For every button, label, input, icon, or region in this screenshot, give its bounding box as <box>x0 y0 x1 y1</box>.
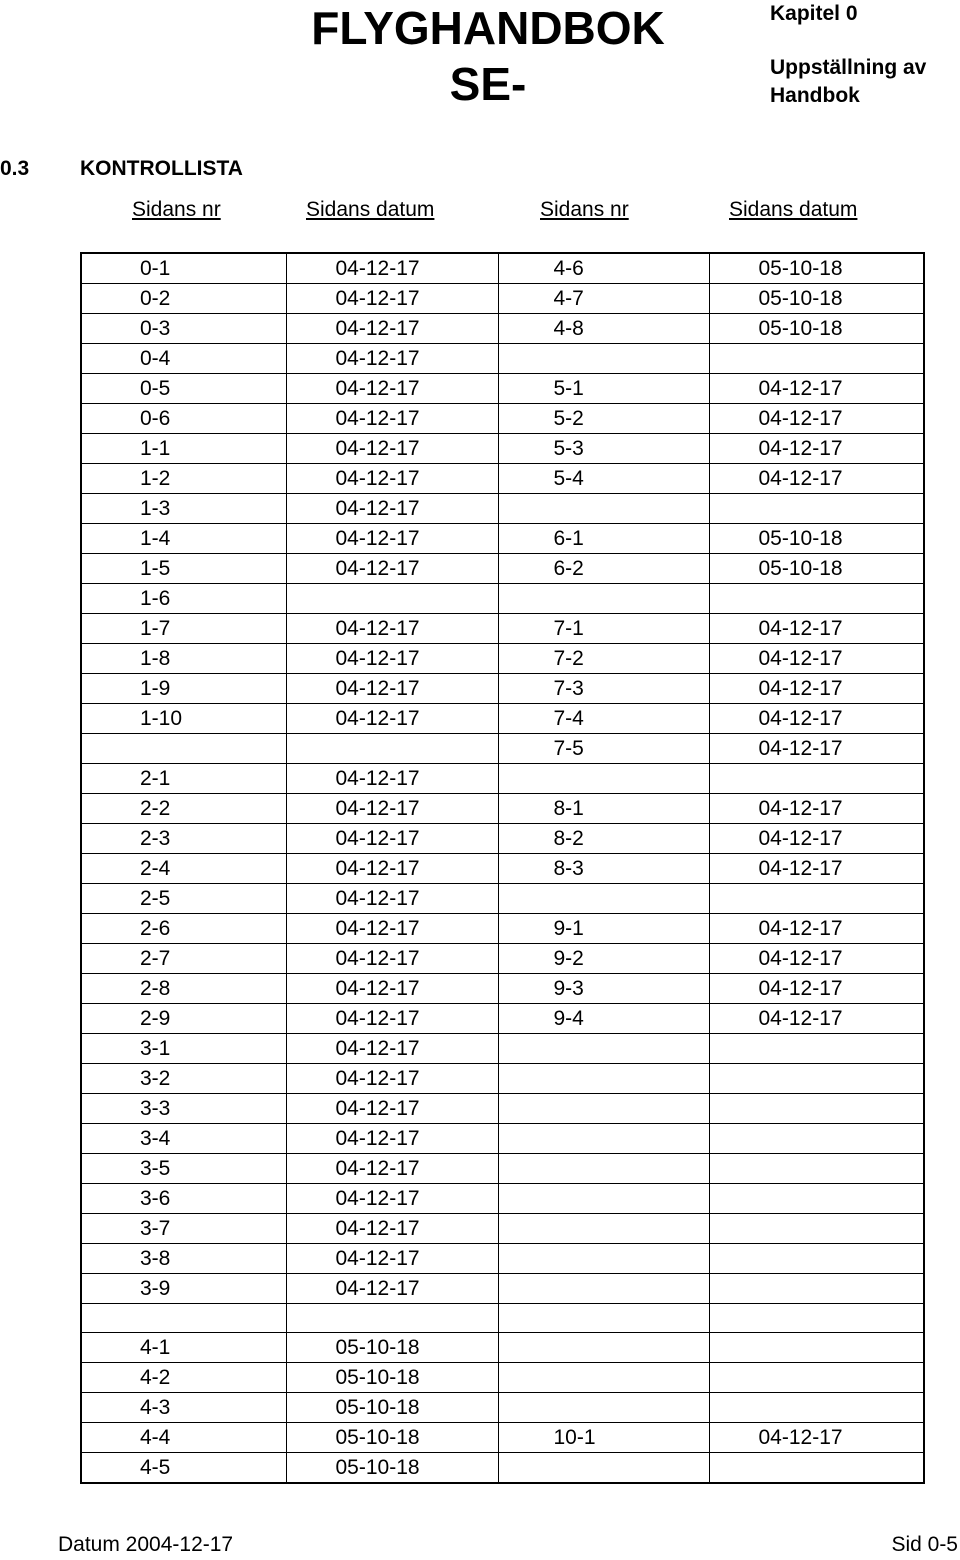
cell-page-number-2: 5-2 <box>498 404 709 434</box>
cell-page-date: 04-12-17 <box>286 824 498 854</box>
page-footer <box>0 1530 960 1560</box>
cell-page-date-2 <box>709 1393 924 1423</box>
cell-page-date: 04-12-17 <box>286 674 498 704</box>
cell-page-date: 04-12-17 <box>286 524 498 554</box>
table-row <box>81 1034 924 1064</box>
cell-page-date-2: 05-10-18 <box>709 524 924 554</box>
chapter-subtitle: Uppställning av Handbok <box>770 56 927 107</box>
table-row <box>81 1184 924 1214</box>
cell-page-date: 04-12-17 <box>286 554 498 584</box>
column-header-page-date-1: Sidans datum <box>306 198 435 221</box>
cell-page-date-2 <box>709 584 924 614</box>
cell-page-number: 3-7 <box>81 1214 286 1244</box>
cell-page-date-2 <box>709 1214 924 1244</box>
table-row <box>81 734 924 764</box>
cell-page-date-2: 04-12-17 <box>709 944 924 974</box>
cell-page-date: 04-12-17 <box>286 974 498 1004</box>
cell-page-date-2 <box>709 1304 924 1333</box>
table-row <box>81 1214 924 1244</box>
cell-page-date: 04-12-17 <box>286 1064 498 1094</box>
cell-page-date: 04-12-17 <box>286 704 498 734</box>
cell-page-date <box>286 584 498 614</box>
checklist-body <box>81 253 924 1483</box>
table-row <box>81 884 924 914</box>
cell-page-date: 04-12-17 <box>286 1184 498 1214</box>
cell-page-number: 2-8 <box>81 974 286 1004</box>
cell-page-date-2: 04-12-17 <box>709 1004 924 1034</box>
cell-page-date-2: 04-12-17 <box>709 1423 924 1453</box>
cell-page-date-2 <box>709 1124 924 1154</box>
cell-page-date-2: 05-10-18 <box>709 554 924 584</box>
cell-page-date: 04-12-17 <box>286 1094 498 1124</box>
cell-page-date-2: 04-12-17 <box>709 854 924 884</box>
cell-page-number: 0-6 <box>81 404 286 434</box>
cell-page-number: 3-4 <box>81 1124 286 1154</box>
cell-page-date: 04-12-17 <box>286 284 498 314</box>
table-row <box>81 1423 924 1453</box>
table-row <box>81 854 924 884</box>
cell-page-number-2 <box>498 584 709 614</box>
cell-page-number: 2-2 <box>81 794 286 824</box>
cell-page-number: 0-3 <box>81 314 286 344</box>
cell-page-number: 1-5 <box>81 554 286 584</box>
cell-page-date-2: 05-10-18 <box>709 284 924 314</box>
cell-page-date <box>286 734 498 764</box>
cell-page-number-2 <box>498 1453 709 1484</box>
cell-page-date: 05-10-18 <box>286 1453 498 1484</box>
cell-page-date: 05-10-18 <box>286 1363 498 1393</box>
cell-page-number: 1-10 <box>81 704 286 734</box>
cell-page-number-2: 7-4 <box>498 704 709 734</box>
cell-page-date-2: 05-10-18 <box>709 253 924 284</box>
cell-page-number: 4-2 <box>81 1363 286 1393</box>
section-heading <box>0 155 243 183</box>
cell-page-number: 4-1 <box>81 1333 286 1363</box>
cell-page-date: 04-12-17 <box>286 614 498 644</box>
cell-page-number <box>81 1304 286 1333</box>
cell-page-date-2: 04-12-17 <box>709 824 924 854</box>
cell-page-number-2: 9-3 <box>498 974 709 1004</box>
cell-page-date: 04-12-17 <box>286 944 498 974</box>
cell-page-number-2: 5-3 <box>498 434 709 464</box>
cell-page-date: 04-12-17 <box>286 914 498 944</box>
cell-page-date-2 <box>709 494 924 524</box>
cell-page-date: 04-12-17 <box>286 1124 498 1154</box>
table-row <box>81 914 924 944</box>
cell-page-number-2 <box>498 1393 709 1423</box>
table-row <box>81 1333 924 1363</box>
cell-page-number-2: 6-1 <box>498 524 709 554</box>
table-row <box>81 794 924 824</box>
cell-page-number-2 <box>498 1333 709 1363</box>
table-row <box>81 1004 924 1034</box>
footer-date: Datum 2004-12-17 <box>58 1533 234 1556</box>
cell-page-date: 05-10-18 <box>286 1423 498 1453</box>
cell-page-number: 4-4 <box>81 1423 286 1453</box>
cell-page-number: 2-5 <box>81 884 286 914</box>
table-row <box>81 1094 924 1124</box>
cell-page-date: 05-10-18 <box>286 1393 498 1423</box>
cell-page-date-2 <box>709 884 924 914</box>
cell-page-number: 3-1 <box>81 1034 286 1064</box>
cell-page-number: 3-6 <box>81 1184 286 1214</box>
table-row <box>81 374 924 404</box>
cell-page-date: 04-12-17 <box>286 464 498 494</box>
cell-page-date: 04-12-17 <box>286 253 498 284</box>
cell-page-date-2 <box>709 1453 924 1484</box>
cell-page-number: 3-8 <box>81 1244 286 1274</box>
column-headers <box>0 196 960 224</box>
cell-page-date-2 <box>709 1094 924 1124</box>
cell-page-number: 2-6 <box>81 914 286 944</box>
cell-page-date: 04-12-17 <box>286 374 498 404</box>
cell-page-date-2 <box>709 1274 924 1304</box>
table-row <box>81 284 924 314</box>
cell-page-number: 2-7 <box>81 944 286 974</box>
cell-page-date: 05-10-18 <box>286 1333 498 1363</box>
cell-page-date-2 <box>709 1363 924 1393</box>
cell-page-date: 04-12-17 <box>286 644 498 674</box>
table-row <box>81 1244 924 1274</box>
cell-page-date-2: 04-12-17 <box>709 794 924 824</box>
cell-page-number: 1-6 <box>81 584 286 614</box>
cell-page-number: 1-2 <box>81 464 286 494</box>
chapter-info <box>770 0 960 110</box>
cell-page-number: 0-5 <box>81 374 286 404</box>
cell-page-date: 04-12-17 <box>286 344 498 374</box>
cell-page-date-2: 04-12-17 <box>709 914 924 944</box>
table-row <box>81 524 924 554</box>
cell-page-number: 2-4 <box>81 854 286 884</box>
cell-page-date-2: 04-12-17 <box>709 434 924 464</box>
cell-page-number: 1-1 <box>81 434 286 464</box>
cell-page-date-2: 04-12-17 <box>709 734 924 764</box>
cell-page-date-2: 04-12-17 <box>709 644 924 674</box>
cell-page-date: 04-12-17 <box>286 1244 498 1274</box>
cell-page-number-2: 8-2 <box>498 824 709 854</box>
cell-page-number-2: 9-4 <box>498 1004 709 1034</box>
cell-page-number-2: 4-7 <box>498 284 709 314</box>
cell-page-number-2 <box>498 344 709 374</box>
cell-page-date: 04-12-17 <box>286 1154 498 1184</box>
cell-page-number-2: 9-1 <box>498 914 709 944</box>
table-row <box>81 1154 924 1184</box>
table-row <box>81 1064 924 1094</box>
cell-page-date: 04-12-17 <box>286 1034 498 1064</box>
column-header-page-date-2: Sidans datum <box>729 198 858 221</box>
cell-page-number: 4-3 <box>81 1393 286 1423</box>
chapter-label: Kapitel 0 <box>770 2 858 25</box>
cell-page-date-2: 04-12-17 <box>709 374 924 404</box>
cell-page-number: 0-2 <box>81 284 286 314</box>
table-row <box>81 434 924 464</box>
table-row <box>81 1274 924 1304</box>
cell-page-number-2 <box>498 1274 709 1304</box>
cell-page-date: 04-12-17 <box>286 434 498 464</box>
cell-page-number-2 <box>498 1154 709 1184</box>
cell-page-number-2 <box>498 1244 709 1274</box>
table-row <box>81 584 924 614</box>
document-title <box>292 0 684 112</box>
cell-page-date: 04-12-17 <box>286 854 498 884</box>
cell-page-number-2: 10-1 <box>498 1423 709 1453</box>
table-row <box>81 614 924 644</box>
table-row <box>81 554 924 584</box>
cell-page-number: 2-1 <box>81 764 286 794</box>
cell-page-date: 04-12-17 <box>286 1274 498 1304</box>
section-number: 0.3 <box>0 157 30 180</box>
footer-page-number: Sid 0-5 <box>891 1533 958 1556</box>
cell-page-number-2: 8-3 <box>498 854 709 884</box>
cell-page-number-2 <box>498 764 709 794</box>
cell-page-number-2: 4-8 <box>498 314 709 344</box>
cell-page-number-2 <box>498 1304 709 1333</box>
table-row <box>81 674 924 704</box>
cell-page-number-2 <box>498 1124 709 1154</box>
table-row <box>81 824 924 854</box>
cell-page-number: 1-3 <box>81 494 286 524</box>
cell-page-date-2 <box>709 764 924 794</box>
cell-page-number-2 <box>498 1363 709 1393</box>
cell-page-date-2 <box>709 1333 924 1363</box>
table-row <box>81 1124 924 1154</box>
cell-page-date: 04-12-17 <box>286 764 498 794</box>
cell-page-date-2 <box>709 1154 924 1184</box>
section-title: KONTROLLISTA <box>80 157 243 180</box>
table-row <box>81 464 924 494</box>
cell-page-date-2 <box>709 344 924 374</box>
cell-page-number-2: 7-1 <box>498 614 709 644</box>
table-row <box>81 764 924 794</box>
cell-page-date-2: 04-12-17 <box>709 464 924 494</box>
cell-page-number-2: 5-4 <box>498 464 709 494</box>
cell-page-number: 0-1 <box>81 253 286 284</box>
cell-page-number: 2-9 <box>81 1004 286 1034</box>
table-row <box>81 1363 924 1393</box>
cell-page-date: 04-12-17 <box>286 404 498 434</box>
cell-page-number: 0-4 <box>81 344 286 374</box>
cell-page-date: 04-12-17 <box>286 884 498 914</box>
table-row <box>81 1453 924 1484</box>
cell-page-number-2: 7-5 <box>498 734 709 764</box>
cell-page-number-2: 7-2 <box>498 644 709 674</box>
cell-page-date-2: 04-12-17 <box>709 614 924 644</box>
table-row <box>81 1393 924 1423</box>
cell-page-date: 04-12-17 <box>286 314 498 344</box>
cell-page-date <box>286 1304 498 1333</box>
cell-page-number: 3-9 <box>81 1274 286 1304</box>
cell-page-number-2 <box>498 884 709 914</box>
cell-page-date: 04-12-17 <box>286 794 498 824</box>
title-line-1: FLYGHANDBOK <box>311 2 665 54</box>
table-row <box>81 944 924 974</box>
table-row <box>81 974 924 1004</box>
cell-page-number-2: 6-2 <box>498 554 709 584</box>
cell-page-number-2: 7-3 <box>498 674 709 704</box>
table-row <box>81 314 924 344</box>
cell-page-date: 04-12-17 <box>286 1004 498 1034</box>
cell-page-date: 04-12-17 <box>286 1214 498 1244</box>
cell-page-number: 4-5 <box>81 1453 286 1484</box>
cell-page-number: 3-3 <box>81 1094 286 1124</box>
cell-page-date-2 <box>709 1244 924 1274</box>
cell-page-date-2: 04-12-17 <box>709 404 924 434</box>
cell-page-date-2: 04-12-17 <box>709 674 924 704</box>
cell-page-number-2 <box>498 1214 709 1244</box>
cell-page-number: 2-3 <box>81 824 286 854</box>
cell-page-number: 1-4 <box>81 524 286 554</box>
table-row <box>81 404 924 434</box>
cell-page-date-2 <box>709 1064 924 1094</box>
cell-page-number-2: 9-2 <box>498 944 709 974</box>
table-row <box>81 704 924 734</box>
cell-page-number: 3-2 <box>81 1064 286 1094</box>
column-header-page-number-1: Sidans nr <box>132 198 221 221</box>
cell-page-number-2 <box>498 1034 709 1064</box>
cell-page-number: 1-8 <box>81 644 286 674</box>
column-header-page-number-2: Sidans nr <box>540 198 629 221</box>
cell-page-date-2: 05-10-18 <box>709 314 924 344</box>
cell-page-number-2 <box>498 494 709 524</box>
cell-page-number-2 <box>498 1094 709 1124</box>
cell-page-date-2 <box>709 1184 924 1214</box>
cell-page-number-2: 5-1 <box>498 374 709 404</box>
cell-page-number-2 <box>498 1064 709 1094</box>
cell-page-date-2 <box>709 1034 924 1064</box>
table-row <box>81 1304 924 1333</box>
title-line-2: SE- <box>449 58 527 110</box>
table-row <box>81 344 924 374</box>
cell-page-number-2: 8-1 <box>498 794 709 824</box>
checklist-table <box>80 252 925 1484</box>
cell-page-number <box>81 734 286 764</box>
cell-page-number: 3-5 <box>81 1154 286 1184</box>
cell-page-date-2: 04-12-17 <box>709 974 924 1004</box>
cell-page-number-2 <box>498 1184 709 1214</box>
table-row <box>81 253 924 284</box>
cell-page-number-2: 4-6 <box>498 253 709 284</box>
cell-page-date-2: 04-12-17 <box>709 704 924 734</box>
cell-page-number: 1-7 <box>81 614 286 644</box>
table-row <box>81 644 924 674</box>
table-row <box>81 494 924 524</box>
cell-page-date: 04-12-17 <box>286 494 498 524</box>
cell-page-number: 1-9 <box>81 674 286 704</box>
